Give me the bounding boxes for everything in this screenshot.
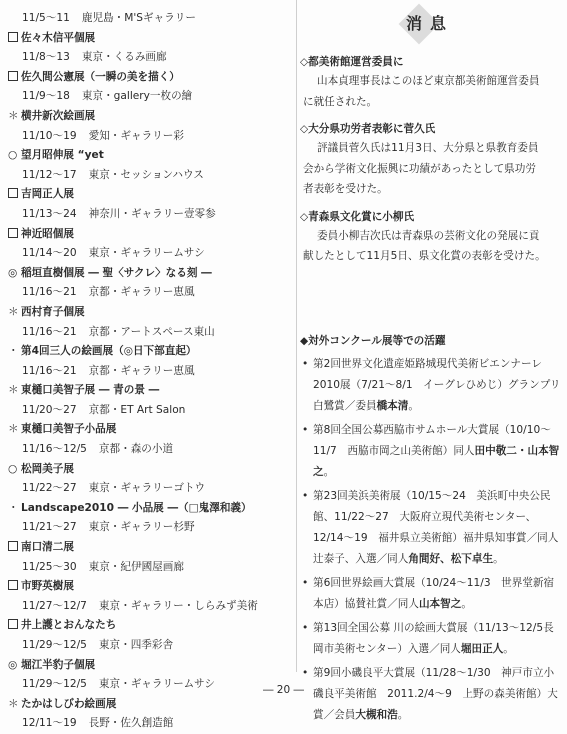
exhibition-date-row [8,9,288,29]
exhibition-title [8,146,288,166]
exhibition-venue: 東京・紀伊國屋画廊 [88,560,184,573]
bullet-icon: • [302,577,309,589]
exhibition-date: 11/5～11 [22,12,70,24]
exhibition-title [8,342,288,362]
exhibition-date: 11/16～21 [22,364,77,377]
contest-member: 角間好、松下卓生 [408,553,494,565]
exhibition-list [8,9,288,734]
page-number: ― 20 ― [262,684,305,696]
news-column [300,54,562,276]
exhibition-title [8,577,288,597]
exhibition-date-row [8,479,288,499]
exhibition-venue: 東京・ギャラリー杉野 [88,521,195,534]
exhibition-date: 11/12～17 [22,168,77,181]
exhibition-name: たかはしびわ絵画展 [21,697,117,710]
exhibition-date: 11/16～21 [22,325,77,338]
exhibition-date: 11/10～19 [22,129,77,142]
exhibition-name: 吉岡正人展 [21,188,74,201]
exhibition-date: 12/11～19 [22,717,77,730]
exhibition-venue: 東京・四季彩舎 [98,639,174,651]
contest-list [300,354,562,726]
exhibition-date: 11/9～18 [22,90,70,103]
bullet-icon: • [302,358,309,370]
exhibition-venue: 京都・アートスペース東山 [88,325,215,338]
exhibition-date-row [8,166,288,186]
exhibition-title [8,499,288,519]
exhibition-name: 望月昭伸展 “yet [21,149,104,162]
exhibition-venue: 東京・ギャラリー・しらみず美術 [98,599,258,612]
exhibition-date-row [8,205,288,225]
exhibition-name: 神近昭個展 [21,227,74,240]
exhibition-date-row [8,283,288,303]
exhibition-venue: 鹿児島・M'Sギャラリー [81,12,196,24]
bullet-mark-icon: ＊ [8,697,19,710]
contest-item [300,354,562,417]
exhibition-title [8,225,288,245]
contest-text: 第2回世界文化遺産姫路城現代美術ビエンナーレ2010展（7/21～8/1 イーグレひめじ）グランプリ白鷺賞／委員 [313,358,561,412]
exhibition-title [8,29,288,49]
square-bullet-icon [8,32,18,42]
exhibition-title [8,460,288,480]
exhibition-date: 11/14～20 [22,247,77,260]
exhibition-date-row [8,362,288,382]
bullet-mark-icon: ＊ [8,109,19,122]
exhibition-venue: 長野・佐久創造館 [88,717,174,730]
exhibition-date-row [8,323,288,343]
exhibition-venue: 東京・ギャラリーゴトウ [88,482,206,495]
exhibition-date-row [8,87,288,107]
exhibition-title [8,616,288,636]
bullet-mark-icon: ・ [8,345,19,358]
exhibition-venue: 東京・セッションハウス [88,168,204,181]
contest-tail: 。 [408,400,419,412]
contest-text: 第8回全国公募西脇市サムホール大賞展（10/10～11/7 西脇市岡之山美術館）同人 [313,424,551,457]
contest-heading: ◆対外コンクール展等での活躍 [300,335,446,347]
exhibition-venue: 京都・ギャラリー恵風 [88,286,195,299]
exhibition-title [8,538,288,558]
news-body-line: 評議員菅久氏は11月3日、大分県と県教育委員 [317,142,539,154]
exhibition-venue: 京都・森の小道 [98,443,174,456]
exhibition-date: 11/20～27 [22,403,77,416]
exhibition-name: 佐久間公憲展（一瞬の美を描く） [21,70,180,83]
exhibition-venue: 愛知・ギャラリー彩 [88,129,184,142]
contest-item [300,618,562,660]
contest-tail: 。 [493,553,504,565]
exhibition-date: 11/22～27 [22,482,77,495]
square-bullet-icon [8,188,18,198]
contest-member: 田中敬二・山本智之 [313,445,560,478]
bullet-mark-icon: ・ [8,501,19,514]
exhibition-date: 11/16～12/5 [22,443,87,456]
exhibition-name: 西村育子個展 [21,305,85,318]
exhibition-name: 第4回三人の絵画展（◎日下部直起） [21,345,197,358]
exhibition-title [8,185,288,205]
contest-section [300,333,562,729]
exhibition-date-row [8,401,288,421]
contest-item [300,486,562,570]
exhibition-name: 佐々木信平個展 [21,31,96,44]
exhibition-title [8,381,288,401]
exhibition-date-row [8,440,288,460]
exhibition-date-row [8,244,288,264]
contest-member: 大槻和浩 [355,709,398,721]
exhibition-date: 11/29～12/5 [22,639,87,651]
bullet-icon: • [302,490,309,502]
exhibition-venue: 東京・gallery一枚の繪 [81,90,193,103]
exhibition-name: 市野英樹展 [21,580,74,593]
square-bullet-icon [8,619,18,629]
exhibition-title [8,303,288,323]
exhibition-name: 東樋口美智子小品展 [21,423,117,436]
bullet-mark-icon: ＊ [8,305,19,318]
contest-member: 堀田正人 [460,643,504,655]
exhibition-name: 東樋口美智子展 ― 青の景 ― [21,384,160,397]
exhibition-date-row [8,636,288,656]
contest-text: 第23回美浜美術展（10/15～24 美浜町中央公民館、11/22～27 大阪府立現代美術センター、12/14～19 福井県立美術館）福井県知事賞／同人辻泰子、入選／同人 [313,490,559,565]
exhibition-date-row [8,714,288,734]
exhibition-venue: 神奈川・ギャラリー壹零参 [88,207,216,220]
bullet-mark-icon: ＊ [8,384,19,397]
exhibition-date-row [8,518,288,538]
exhibition-name: 南口清二展 [21,541,74,554]
contest-tail: 。 [323,466,335,478]
news-body-line: 会から学術文化振興に功績があったとして県功労 [303,162,536,175]
exhibition-title [8,420,288,440]
square-bullet-icon [8,228,18,238]
exhibition-venue: 京都・ギャラリー恵風 [88,364,195,377]
news-item [300,209,562,267]
square-bullet-icon [8,580,18,590]
news-body-line: に就任された。 [303,95,378,108]
exhibition-name: 横井新次絵画展 [21,109,96,122]
exhibition-date-row [8,597,288,617]
exhibition-date-row [8,48,288,68]
contest-text: 第9回小磯良平大賞展（11/28～1/30 神戸市立小磯良平美術館 2011.2/4～9 上野の森美術館）大賞／会員 [313,667,558,721]
contest-item [300,573,562,615]
square-bullet-icon [8,71,18,81]
exhibition-date: 11/13～24 [22,207,77,220]
news-heading: ◇都美術館運営委員に [300,56,404,68]
bullet-mark-icon: ＊ [8,423,19,436]
news-body-line: 委員小柳吉次氏は青森県の芸術文化の発展に貢 [317,229,540,242]
exhibition-title [8,695,288,715]
exhibition-name: 稲垣直樹個展 ― 聖〈サクレ〉なる刻 ― [21,266,212,279]
contest-text: 第13回全国公募 川の絵画大賞展（11/13～12/5長岡市美術センター）入選／同人 [313,622,554,655]
exhibition-date-row [8,127,288,147]
news-body-line: 者表彰を受けた。 [303,183,388,195]
bullet-mark-icon: ◎ [8,266,18,279]
exhibition-title [8,264,288,284]
exhibition-date: 11/29～12/5 [22,678,87,691]
exhibition-date: 11/25～30 [22,560,77,573]
exhibition-name: Landscape2010 ― 小品展 ―（□鬼澤和義） [21,501,252,514]
contest-member: 山本智之 [418,598,462,610]
exhibition-date: 11/8～13 [22,51,70,64]
exhibition-title [8,656,288,676]
exhibition-venue: 東京・ギャラリームサシ [88,247,205,260]
square-bullet-icon [8,541,18,551]
news-heading: ◇青森県文化賞に小柳氏 [300,210,415,223]
section-header [300,6,558,34]
news-heading: ◇大分県功労者表彰に菅久氏 [300,123,436,135]
bullet-mark-icon: ◎ [8,658,18,671]
section-title: 消息 [405,14,454,33]
exhibition-venue: 東京・くるみ画廊 [81,51,167,64]
news-body-line: 山本貞理事長はこのほど東京都美術館運営委員 [317,75,540,87]
news-item [300,54,562,112]
exhibition-venue: 京都・ET Art Salon [88,403,186,416]
contest-tail: 。 [503,643,514,655]
exhibition-date: 11/21～27 [22,521,77,534]
exhibition-date: 11/16～21 [22,286,77,299]
exhibition-title [8,107,288,127]
bullet-mark-icon: ○ [8,149,18,162]
bullet-icon: • [302,622,309,634]
contest-tail: 。 [397,709,409,721]
contest-text: 第6回世界絵画大賞展（10/24～11/3 世界堂新宿本店）協賛社賞／同人 [313,577,555,610]
contest-tail: 。 [461,598,472,610]
exhibition-venue: 東京・ギャラリームサシ [98,678,216,691]
exhibition-name: 堀江半豹子個展 [21,658,96,671]
exhibition-name: 井上護とおんなたち [21,619,117,632]
column-divider [296,0,297,672]
exhibition-date: 11/27～12/7 [22,599,87,612]
exhibition-title [8,68,288,88]
exhibition-name: 松岡美子展 [21,462,74,475]
bullet-mark-icon: ○ [8,462,18,475]
bullet-icon: • [302,667,309,679]
contest-member: 橋本清 [376,400,409,412]
exhibition-date-row [8,558,288,578]
news-item [300,121,562,200]
news-body-line: 献したとして11月5日、県文化賞の表彰を受けた。 [303,250,546,262]
contest-item [300,420,562,483]
bullet-icon: • [302,424,309,436]
